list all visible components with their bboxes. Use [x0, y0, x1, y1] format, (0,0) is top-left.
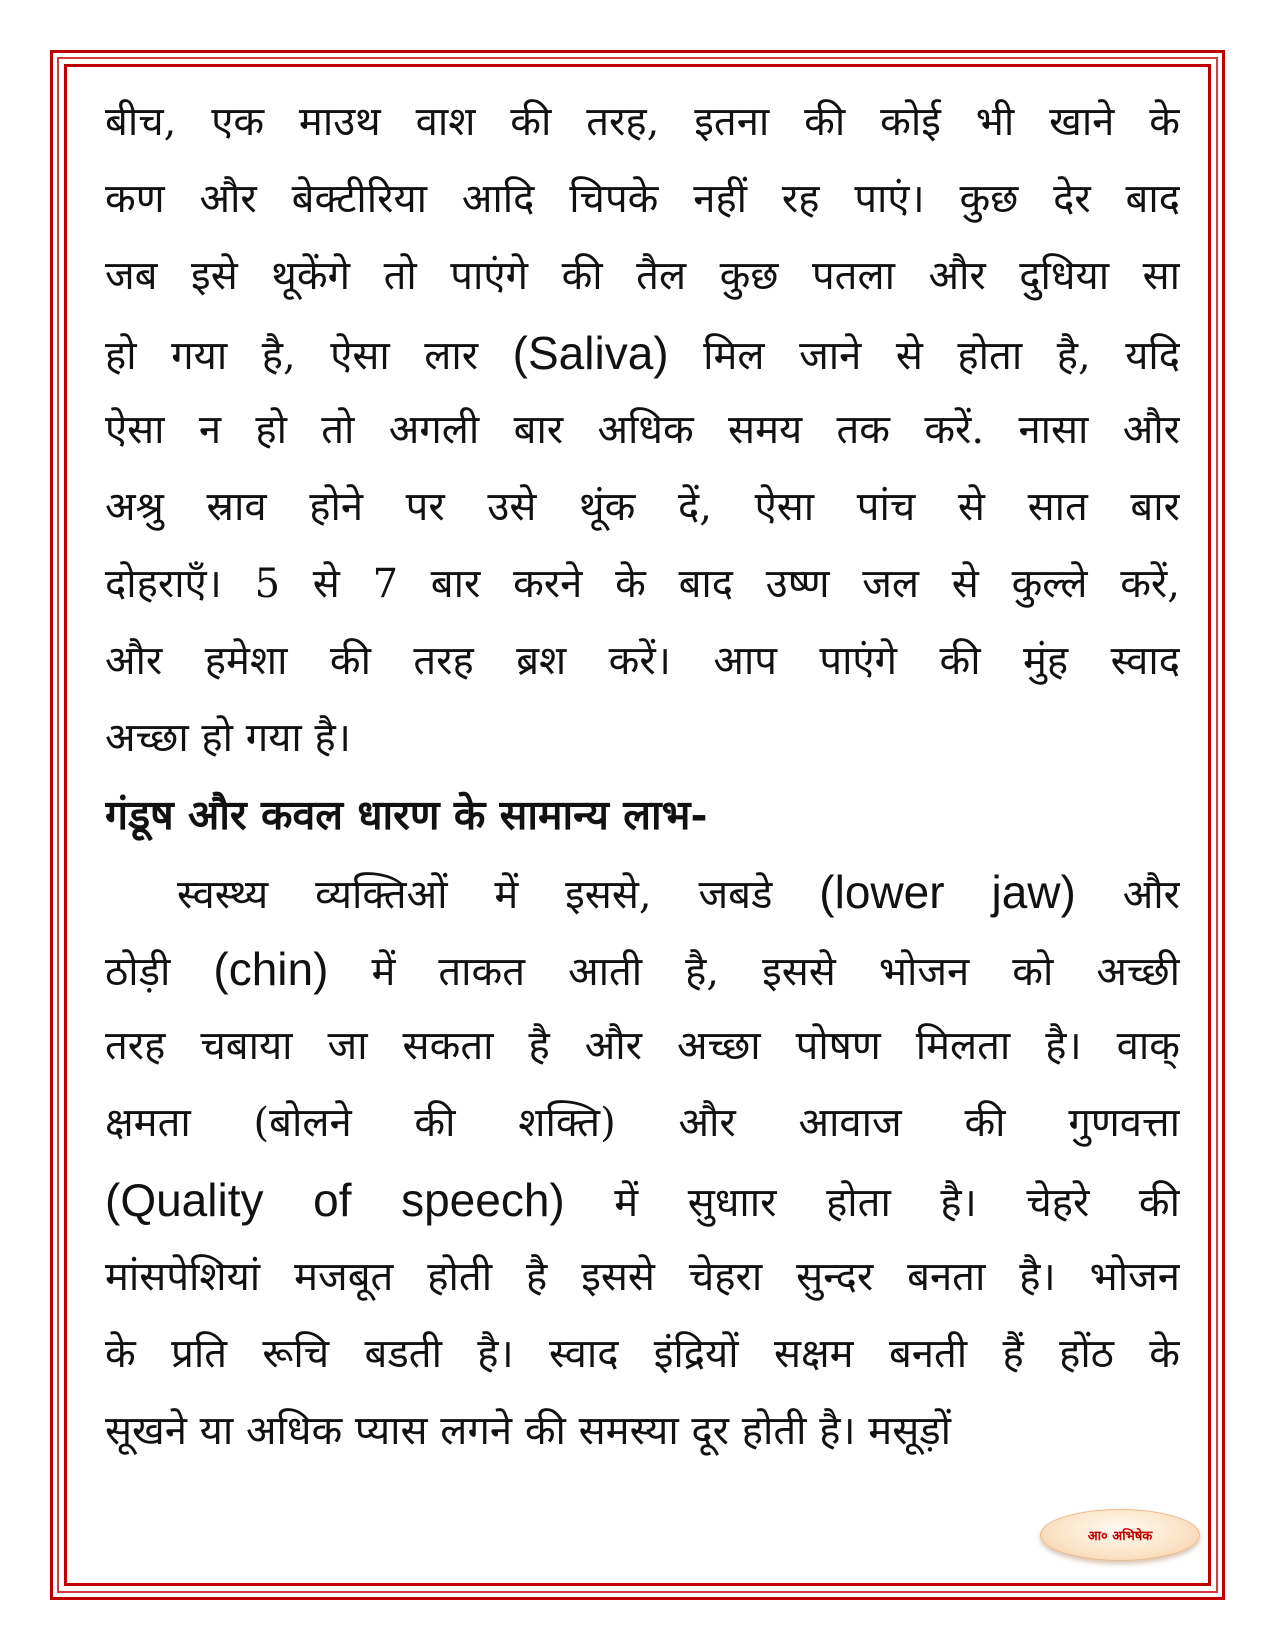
text-line: अच्छा हो गया है।	[105, 715, 351, 761]
text-line: जब इसे थूकेंगे तो पाएंगे की तैल कुछ पतला और दुधिया सा	[105, 253, 1180, 299]
author-badge	[1040, 1509, 1200, 1561]
text-line: के प्रति रूचि बडती है। स्वाद इंद्रियों सक्षम बनती हैं होंठ के	[105, 1331, 1180, 1377]
text-line: ऐसा न हो तो अगली बार अधिक समय तक करें. नासा और	[105, 407, 1180, 453]
text-line: (Quality of speech) में सुधाार होता है। चेहरे की	[105, 1174, 1180, 1226]
text-line: ठोड़ी (chin) में ताकत आती है, इससे भोजन को अच्छी	[105, 943, 1180, 995]
english-term: (Quality of speech)	[105, 1174, 565, 1226]
text-line: और हमेशा की तरह ब्रश करें। आप पाएंगे की मुंह स्वाद	[105, 638, 1180, 684]
text-line: तरह चबाया जा सकता है और अच्छा पोषण मिलता है। वाक्	[105, 1023, 1180, 1069]
page-content	[105, 84, 1180, 1470]
text-line: मांसपेशियां मजबूत होती है इससे चेहरा सुन्दर बनता है। भोजन	[105, 1254, 1180, 1300]
text-line: बीच, एक माउथ वाश की तरह, इतना की कोई भी खाने के	[105, 99, 1180, 145]
text-line: स्वस्थ्य व्यक्तिओं में इससे, जबडे (lower jaw) और	[177, 866, 1180, 918]
english-term: (Saliva)	[512, 327, 669, 379]
text-line: हो गया है, ऐसा लार (Saliva) मिल जाने से होता है, यदि	[105, 327, 1180, 379]
text-line: सूखने या अधिक प्यास लगने की समस्या दूर होती है। मसूड़ों	[105, 1408, 952, 1454]
english-term: (chin)	[213, 943, 329, 995]
text-line: कण और बेक्टीरिया आदि चिपके नहीं रह पाएं। कुछ देर बाद	[105, 176, 1180, 222]
text-line: अश्रु स्राव होने पर उसे थूंक दें, ऐसा पांच से सात बार	[105, 484, 1180, 530]
section-heading: गंडूष और कवल धारण के सामान्य लाभ-	[105, 791, 708, 839]
text-line: क्षमता (बोलने की शक्ति) और आवाज की गुणवत्ता	[105, 1100, 1180, 1146]
text-line: दोहराएँ। 5 से 7 बार करने के बाद उष्ण जल से कुल्ले करें,	[105, 561, 1180, 607]
english-term: (lower jaw)	[819, 866, 1076, 918]
author-badge-label: आ० अभिषेक	[1087, 1529, 1153, 1544]
